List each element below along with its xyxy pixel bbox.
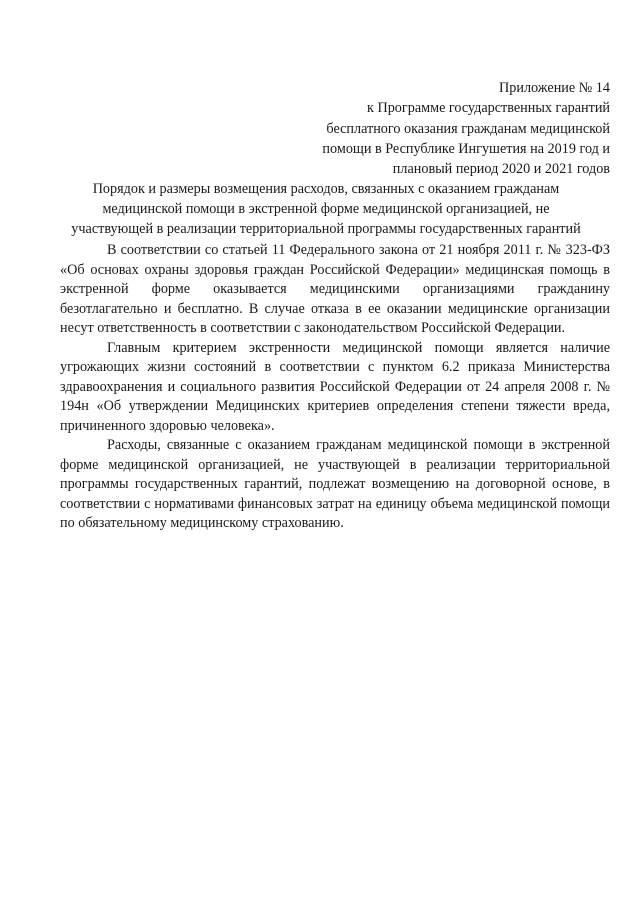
appendix-line: бесплатного оказания гражданам медицинской	[326, 120, 610, 137]
body-paragraph: В соответствии со статьей 11 Федерального закона от 21 ноября 2011 г. № 323-ФЗ «Об основах охраны здоровья граждан Российской Федерации» медицинская помощь в экстренной форме оказывается медицинскими организациями гражданину безотлагательно и бесплатно. В случае отказа в ее оказании медицинские организации несут ответственность в соответствии с законодательством Российской Федерации.	[60, 242, 610, 336]
document-body	[60, 241, 610, 534]
title-line: Порядок и размеры возмещения расходов, связанных с оказанием гражданам	[92, 181, 560, 197]
title-line: медицинской помощи в экстренной форме медицинской организацией, не	[102, 200, 550, 217]
appendix-header	[270, 78, 610, 179]
document-title	[40, 180, 612, 239]
appendix-line: Приложение № 14	[499, 80, 610, 96]
appendix-line: плановый период 2020 и 2021 годов	[392, 161, 610, 178]
appendix-line: к Программе государственных гарантий	[367, 100, 610, 117]
appendix-line: помощи в Республике Ингушетия на 2019 год и	[322, 140, 610, 157]
body-paragraph: Главным критерием экстренности медицинской помощи является наличие угрожающих жизни состояний в соответствии с пунктом 6.2 приказа Министерства здравоохранения и социального развития Российской Федерации от 24 апреля 2008 г. № 194н «Об утверждении Медицинских критериев определения степени тяжести вреда, причиненного здоровью человека».	[60, 339, 610, 434]
body-paragraph: Расходы, связанные с оказанием гражданам медицинской помощи в экстренной форме медицинской организацией, не участвующей в реализации территориальной программы государственных гарантий, подлежат возмещению на договорной основе, в соответствии с нормативами финансовых затрат на единицу объема медицинской помощи по обязательному медицинскому страхованию.	[60, 437, 610, 531]
title-line: участвующей в реализации территориальной программы государственных гарантий	[71, 220, 581, 237]
